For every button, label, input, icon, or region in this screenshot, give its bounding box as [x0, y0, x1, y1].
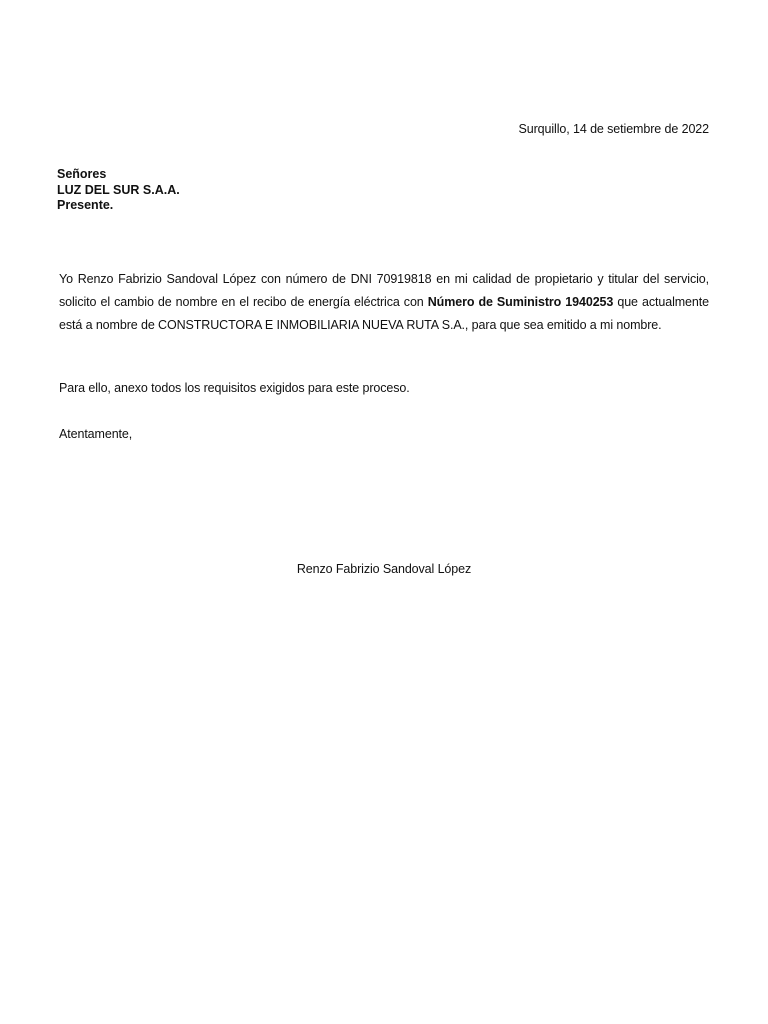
date-line: Surquillo, 14 de setiembre de 2022 — [518, 122, 709, 136]
body-paragraph — [59, 268, 709, 338]
closing-line: Atentamente, — [59, 427, 133, 441]
recipient-company: LUZ DEL SUR S.A.A. — [57, 182, 180, 197]
supply-number: Número de Suministro 1940253 — [427, 295, 614, 310]
recipient-salutation: Señores — [57, 167, 107, 181]
body-text-part1: Yo Renzo Fabrizio Sandoval López con número de DNI 70919818 en mi calidad de propietario y titular del servicio, solicito el cambio de nombre en el recibo de energía eléctrica con — [59, 272, 709, 310]
annex-line: Para ello, anexo todos los requisitos exigidos para este proceso. — [59, 381, 410, 395]
recipient-block — [57, 167, 180, 214]
body-text-part2: que actualmente está a nombre de CONSTRUCTORA E INMOBILIARIA NUEVA RUTA S.A., para que sea emitido a mi nombre. — [59, 295, 709, 333]
recipient-presente: Presente. — [57, 198, 114, 212]
signature-name: Renzo Fabrizio Sandoval López — [296, 562, 472, 576]
